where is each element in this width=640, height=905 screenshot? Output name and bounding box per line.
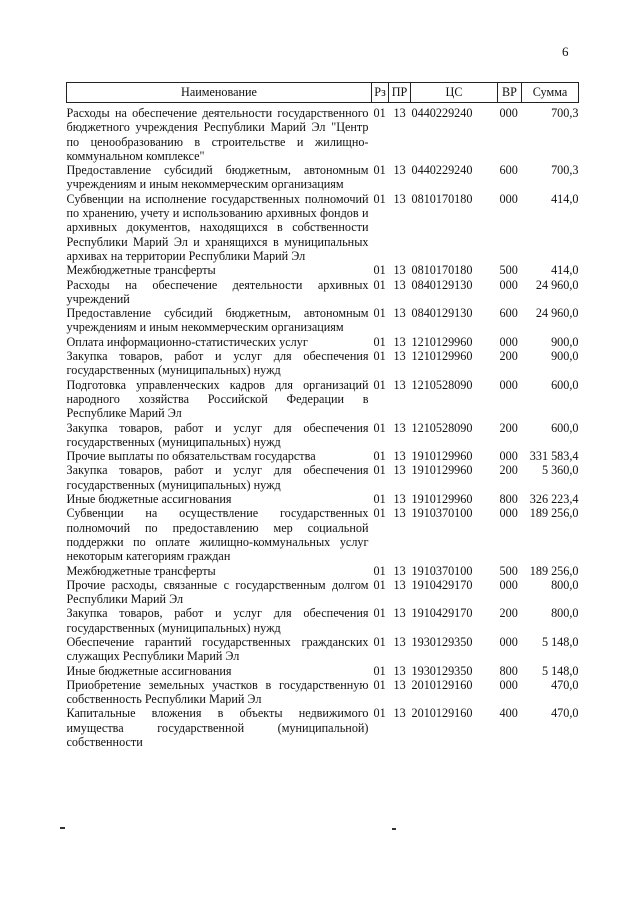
cell-name: Прочие расходы, связанные с государственным долгом Республики Марий Эл xyxy=(66,577,369,607)
cell-pr: 13 xyxy=(393,377,406,392)
cell-vr: 600 xyxy=(499,306,518,321)
cell-rz: 01 xyxy=(373,163,386,178)
table-body xyxy=(67,103,579,750)
cell-rz: 01 xyxy=(373,606,386,621)
cell-cs: 1210129960 xyxy=(411,349,473,364)
cell-cs: 1910370100 xyxy=(411,563,473,578)
cell-cs: 0810170180 xyxy=(411,263,473,278)
table-row xyxy=(67,706,579,749)
cell-name: Межбюджетные трансферты xyxy=(66,263,216,278)
page-number: 6 xyxy=(562,44,569,59)
cell-vr: 000 xyxy=(499,506,518,521)
cell-rz: 01 xyxy=(373,420,386,435)
cell-vr: 500 xyxy=(499,263,518,278)
table-row xyxy=(67,564,579,578)
table-row xyxy=(67,163,579,192)
cell-sum: 189 256,0 xyxy=(529,506,579,521)
cell-sum: 470,0 xyxy=(551,706,579,721)
cell-sum: 470,0 xyxy=(551,677,579,692)
cell-rz: 01 xyxy=(373,106,386,120)
cell-rz: 01 xyxy=(373,563,386,578)
cell-rz: 01 xyxy=(373,463,386,478)
cell-rz: 01 xyxy=(373,191,386,206)
cell-sum: 600,0 xyxy=(551,377,579,392)
cell-rz: 01 xyxy=(373,334,386,349)
cell-sum: 900,0 xyxy=(551,334,579,349)
table-header xyxy=(67,83,579,103)
cell-pr: 13 xyxy=(393,191,406,206)
cell-sum: 331 583,4 xyxy=(529,449,579,464)
cell-cs: 1910129960 xyxy=(411,463,473,478)
cell-name: Межбюджетные трансферты xyxy=(66,563,216,578)
table-row xyxy=(67,263,579,277)
cell-name: Оплата информационно-статистических услуг xyxy=(66,334,308,349)
cell-cs: 1210528090 xyxy=(411,377,473,392)
cell-name: Прочие выплаты по обязательствам государства xyxy=(66,449,316,464)
cell-cs: 2010129160 xyxy=(411,706,473,721)
cell-sum: 900,0 xyxy=(551,349,579,364)
cell-rz: 01 xyxy=(373,306,386,321)
cell-name: Обеспечение гарантий государственных гражданских служащих Республики Марий Эл xyxy=(66,634,369,664)
cell-name: Расходы на обеспечение деятельности архивных учреждений xyxy=(66,277,369,306)
cell-sum: 5 148,0 xyxy=(541,634,579,649)
cell-sum: 600,0 xyxy=(551,420,579,435)
cell-rz: 01 xyxy=(373,506,386,521)
cell-sum: 24 960,0 xyxy=(535,277,579,292)
cell-pr: 13 xyxy=(393,634,406,649)
cell-vr: 000 xyxy=(499,449,518,464)
table-row xyxy=(67,635,579,664)
cell-name: Иные бюджетные ассигнования xyxy=(66,663,232,678)
cell-vr: 200 xyxy=(499,420,518,435)
cell-pr: 13 xyxy=(393,577,406,592)
cell-vr: 800 xyxy=(499,492,518,507)
table-row xyxy=(67,306,579,335)
cell-cs: 1930129350 xyxy=(411,634,473,649)
cell-pr: 13 xyxy=(393,663,406,678)
cell-sum: 326 223,4 xyxy=(529,492,579,507)
table-row xyxy=(67,349,579,378)
cell-vr: 000 xyxy=(499,377,518,392)
cell-pr: 13 xyxy=(393,706,406,721)
cell-rz: 01 xyxy=(373,449,386,464)
header-name: Наименование xyxy=(67,83,372,103)
table-row xyxy=(67,103,579,164)
cell-cs: 1930129350 xyxy=(411,663,473,678)
cell-vr: 000 xyxy=(499,634,518,649)
cell-pr: 13 xyxy=(393,463,406,478)
header-rz: Рз xyxy=(372,83,389,103)
table-row xyxy=(67,578,579,607)
table-row xyxy=(67,421,579,450)
cell-rz: 01 xyxy=(373,634,386,649)
cell-rz: 01 xyxy=(373,492,386,507)
cell-name: Предоставление субсидий бюджетным, автономным учреждениям и иным некоммерческим организациям xyxy=(66,163,369,192)
cell-cs: 1210528090 xyxy=(411,420,473,435)
cell-name: Субвенции на осуществление государственных полномочий по предоставлению мер социальной поддержки по оплате жилищно-коммунальных услуг некоторым категориям граждан xyxy=(66,506,369,564)
cell-pr: 13 xyxy=(393,163,406,178)
cell-rz: 01 xyxy=(373,577,386,592)
cell-cs: 1910429170 xyxy=(411,606,473,621)
cell-cs: 0810170180 xyxy=(411,191,473,206)
cell-cs: 0840129130 xyxy=(411,306,473,321)
table-row xyxy=(67,463,579,492)
cell-vr: 000 xyxy=(499,277,518,292)
header-vr: ВР xyxy=(498,83,522,103)
cell-vr: 200 xyxy=(499,463,518,478)
cell-sum: 800,0 xyxy=(551,577,579,592)
cell-cs: 1910370100 xyxy=(411,506,473,521)
cell-cs: 0840129130 xyxy=(411,277,473,292)
cell-vr: 800 xyxy=(499,663,518,678)
scan-mark xyxy=(60,827,65,829)
cell-sum: 800,0 xyxy=(551,606,579,621)
cell-cs: 0440229240 xyxy=(411,163,473,178)
header-cs: ЦС xyxy=(411,83,498,103)
cell-pr: 13 xyxy=(393,449,406,464)
cell-cs: 2010129160 xyxy=(411,677,473,692)
cell-name: Расходы на обеспечение деятельности государственного бюджетного учреждения Республики Марий Эл "Центр по ценообразованию в строительстве и жилищно-коммунальном комплексе" xyxy=(66,106,369,163)
scan-mark xyxy=(392,828,396,830)
cell-sum: 189 256,0 xyxy=(529,563,579,578)
cell-name: Закупка товаров, работ и услуг для обеспечения государственных (муниципальных) нужд xyxy=(66,463,369,492)
table-row xyxy=(67,278,579,307)
table-row xyxy=(67,378,579,421)
cell-name: Капитальные вложения в объекты недвижимого имущества государственной (муниципальной) собственности xyxy=(66,706,369,750)
cell-vr: 000 xyxy=(499,334,518,349)
header-sum: Сумма xyxy=(522,83,579,103)
cell-rz: 01 xyxy=(373,677,386,692)
cell-vr: 600 xyxy=(499,163,518,178)
table-row xyxy=(67,335,579,349)
cell-name: Иные бюджетные ассигнования xyxy=(66,492,232,507)
cell-name: Субвенции на исполнение государственных полномочий по хранению, учету и использованию архивных фондов и архивных документов, находящихся в собственности Республики Марий Эл и хранящихся в муниципальных архивах на территории Республики Марий Эл xyxy=(66,191,369,263)
cell-sum: 414,0 xyxy=(551,191,579,206)
cell-name: Закупка товаров, работ и услуг для обеспечения государственных (муниципальных) нужд xyxy=(66,349,369,378)
cell-vr: 400 xyxy=(499,706,518,721)
cell-rz: 01 xyxy=(373,277,386,292)
cell-sum: 5 148,0 xyxy=(541,663,579,678)
cell-rz: 01 xyxy=(373,349,386,364)
cell-pr: 13 xyxy=(393,106,406,120)
cell-pr: 13 xyxy=(393,334,406,349)
table-row xyxy=(67,192,579,263)
table-row xyxy=(67,664,579,678)
budget-table xyxy=(66,82,579,749)
table-row xyxy=(67,678,579,707)
table-row xyxy=(67,506,579,563)
cell-vr: 000 xyxy=(499,577,518,592)
cell-name: Закупка товаров, работ и услуг для обеспечения государственных (муниципальных) нужд xyxy=(66,606,369,635)
table-row xyxy=(67,606,579,635)
cell-pr: 13 xyxy=(393,349,406,364)
cell-rz: 01 xyxy=(373,377,386,392)
cell-pr: 13 xyxy=(393,277,406,292)
cell-pr: 13 xyxy=(393,677,406,692)
cell-sum: 414,0 xyxy=(551,263,579,278)
cell-pr: 13 xyxy=(393,420,406,435)
cell-pr: 13 xyxy=(393,563,406,578)
table-row xyxy=(67,492,579,506)
cell-vr: 000 xyxy=(499,677,518,692)
cell-cs: 0440229240 xyxy=(411,106,473,120)
cell-pr: 13 xyxy=(393,492,406,507)
cell-rz: 01 xyxy=(373,706,386,721)
cell-vr: 000 xyxy=(499,106,518,120)
cell-sum: 5 360,0 xyxy=(541,463,579,478)
cell-name: Приобретение земельных участков в государственную собственность Республики Марий Эл xyxy=(66,677,369,707)
cell-pr: 13 xyxy=(393,606,406,621)
cell-pr: 13 xyxy=(393,506,406,521)
cell-name: Закупка товаров, работ и услуг для обеспечения государственных (муниципальных) нужд xyxy=(66,420,369,449)
cell-rz: 01 xyxy=(373,263,386,278)
cell-vr: 000 xyxy=(499,191,518,206)
cell-cs: 1210129960 xyxy=(411,334,473,349)
header-pr: ПР xyxy=(389,83,411,103)
cell-vr: 200 xyxy=(499,349,518,364)
cell-sum: 700,3 xyxy=(551,106,579,120)
cell-cs: 1910429170 xyxy=(411,577,473,592)
cell-vr: 500 xyxy=(499,563,518,578)
cell-cs: 1910129960 xyxy=(411,449,473,464)
cell-pr: 13 xyxy=(393,306,406,321)
table-row xyxy=(67,449,579,463)
cell-name: Предоставление субсидий бюджетным, автономным учреждениям и иным некоммерческим организациям xyxy=(66,306,369,335)
cell-sum: 700,3 xyxy=(551,163,579,178)
cell-cs: 1910129960 xyxy=(411,492,473,507)
cell-name: Подготовка управленческих кадров для организаций народного хозяйства Российской Федерации в Республике Марий Эл xyxy=(66,377,369,421)
cell-rz: 01 xyxy=(373,663,386,678)
cell-vr: 200 xyxy=(499,606,518,621)
cell-sum: 24 960,0 xyxy=(535,306,579,321)
cell-pr: 13 xyxy=(393,263,406,278)
